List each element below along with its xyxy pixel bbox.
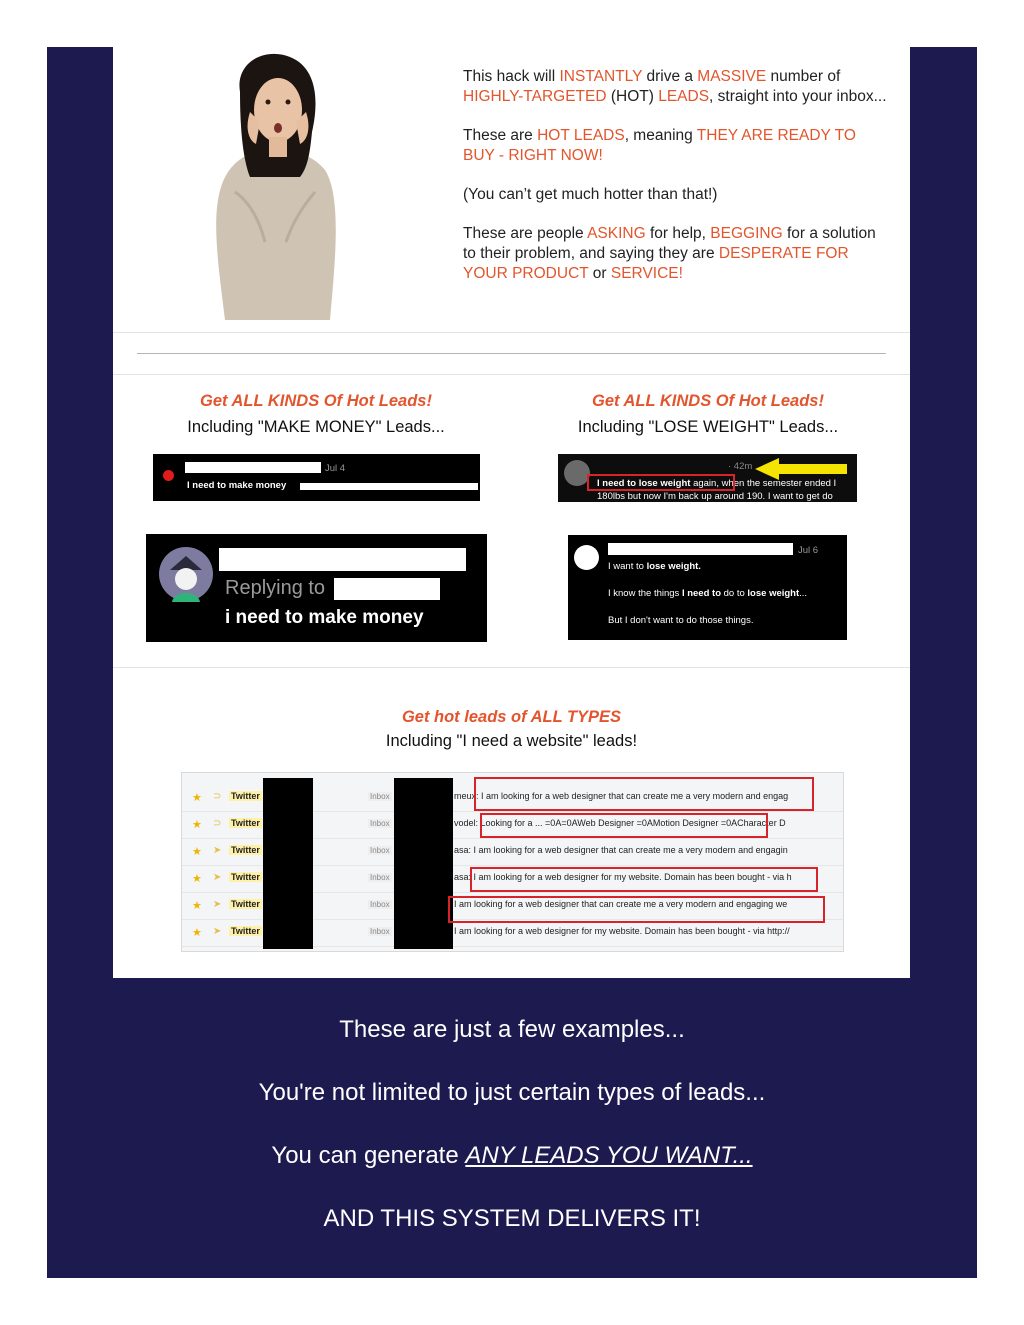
redaction-block	[263, 778, 313, 949]
any-leads-link[interactable]: ANY LEADS YOU WANT...	[465, 1142, 753, 1169]
row-folder: Inbox	[370, 819, 390, 828]
redacted-handle	[334, 578, 440, 600]
surprised-woman-image	[190, 52, 360, 320]
post-date: Jul 4	[325, 463, 346, 474]
bottom-line-1: These are just a few examples...	[339, 1016, 685, 1043]
types-heading: Get hot leads of ALL TYPES	[401, 708, 622, 726]
star-icon: ★	[192, 873, 202, 885]
hero-paragraph-2: These are HOT LEADS, meaning THEY ARE READY TO BUY - RIGHT NOW!	[463, 127, 856, 164]
row-message: I am looking for a web designer for my website. Domain has been bought - via http://	[454, 926, 790, 936]
star-icon: ★	[192, 819, 202, 831]
star-icon: ★	[192, 846, 202, 858]
lose-weight-screenshot-1	[558, 454, 857, 502]
hero-copy	[463, 67, 888, 303]
importance-icon: ⊃	[213, 791, 222, 802]
row-label: Twitter	[231, 899, 260, 909]
importance-icon: ➤	[213, 872, 222, 883]
arrow-icon	[755, 458, 847, 480]
star-icon: ★	[192, 792, 202, 804]
make-money-screenshot-2	[146, 534, 487, 642]
highlight-box	[470, 867, 818, 892]
row-message: asa: I am looking for a web designer that can create me a very modern and engagin	[454, 845, 788, 855]
row-message: asa: I am looking for a web designer for my website. Domain has been bought - via h	[454, 872, 792, 882]
row-message: vodel: Looking for a ... =0A=0AWeb Designer =0AMotion Designer =0ACharacter D	[454, 818, 786, 828]
section-divider	[113, 374, 910, 375]
section-divider	[113, 667, 910, 668]
right-column-heading: Get ALL KINDS Of Hot Leads!	[592, 392, 824, 410]
row-label: Twitter	[231, 818, 260, 828]
row-label: Twitter	[231, 845, 260, 855]
highlight-box	[474, 777, 814, 811]
star-icon: ★	[192, 900, 202, 912]
post-date: Jul 6	[798, 545, 819, 556]
notification-dot-icon	[163, 470, 174, 481]
right-column-subheading: Including "LOSE WEIGHT" Leads...	[577, 418, 839, 436]
post-line-1: I want to lose weight.	[608, 561, 701, 572]
row-folder: Inbox	[370, 873, 390, 882]
bottom-line-3: You can generate ANY LEADS YOU WANT...	[271, 1142, 753, 1169]
bottom-line-4: AND THIS SYSTEM DELIVERS IT!	[323, 1205, 701, 1232]
row-label: Twitter	[231, 791, 260, 801]
gmail-inbox-screenshot	[181, 772, 844, 952]
redacted-name	[608, 543, 793, 555]
redacted-text	[300, 483, 478, 490]
avatar-icon	[158, 546, 214, 602]
star-icon: ★	[192, 927, 202, 939]
row-label: Twitter	[231, 872, 260, 882]
post-line-2: 180lbs but now I'm back up around 190. I want to get do	[597, 491, 833, 502]
post-text: I need to make money	[187, 480, 287, 491]
post-line-3: But I don't want to do those things.	[608, 615, 754, 626]
highlight-box	[448, 896, 825, 923]
make-money-screenshot-1	[153, 454, 480, 501]
row-message: meux: I am looking for a web designer that can create me a very modern and engag	[454, 791, 789, 801]
row-folder: Inbox	[370, 792, 390, 801]
horizontal-rule	[137, 353, 886, 354]
row-folder: Inbox	[370, 900, 390, 909]
importance-icon: ➤	[213, 845, 222, 856]
redacted-name	[219, 548, 466, 571]
row-message: I am looking for a web designer that can create me a very modern and engaging we	[454, 899, 788, 909]
types-subheading: Including "I need a website" leads!	[385, 732, 638, 750]
redacted-name	[185, 462, 321, 473]
hero-paragraph-4: These are people ASKING for help, BEGGING for a solution to their problem, and saying they are DESPERATE FOR YOUR PRODUCT or SERVICE!	[463, 225, 876, 282]
row-folder: Inbox	[370, 846, 390, 855]
row-label: Twitter	[231, 926, 260, 936]
importance-icon: ⊃	[213, 818, 222, 829]
row-folder: Inbox	[370, 927, 390, 936]
replying-to-label: Replying to	[225, 577, 326, 599]
importance-icon: ➤	[213, 899, 222, 910]
bottom-line-2: You're not limited to just certain types of leads...	[258, 1079, 766, 1106]
highlight-box	[587, 474, 735, 491]
post-line-2: I know the things I need to do to lose weight...	[608, 588, 808, 599]
left-column-heading: Get ALL KINDS Of Hot Leads!	[200, 392, 432, 410]
highlight-box	[480, 813, 768, 838]
hero-paragraph-3: (You can’t get much hotter than that!)	[463, 186, 718, 203]
post-line-1: I need to lose weight again, when the semester ended I	[597, 478, 837, 489]
lose-weight-screenshot-2	[568, 535, 847, 640]
left-column-subheading: Including "MAKE MONEY" Leads...	[187, 418, 445, 436]
section-divider	[113, 332, 910, 333]
redaction-block	[394, 778, 453, 949]
importance-icon: ➤	[213, 926, 222, 937]
post-text: i need to make money	[225, 607, 424, 628]
avatar-icon	[574, 545, 599, 570]
hero-paragraph-1: This hack will INSTANTLY drive a MASSIVE number of HIGHLY-TARGETED (HOT) LEADS, straight into your inbox...	[463, 68, 887, 105]
post-time: · 42m	[728, 461, 753, 472]
